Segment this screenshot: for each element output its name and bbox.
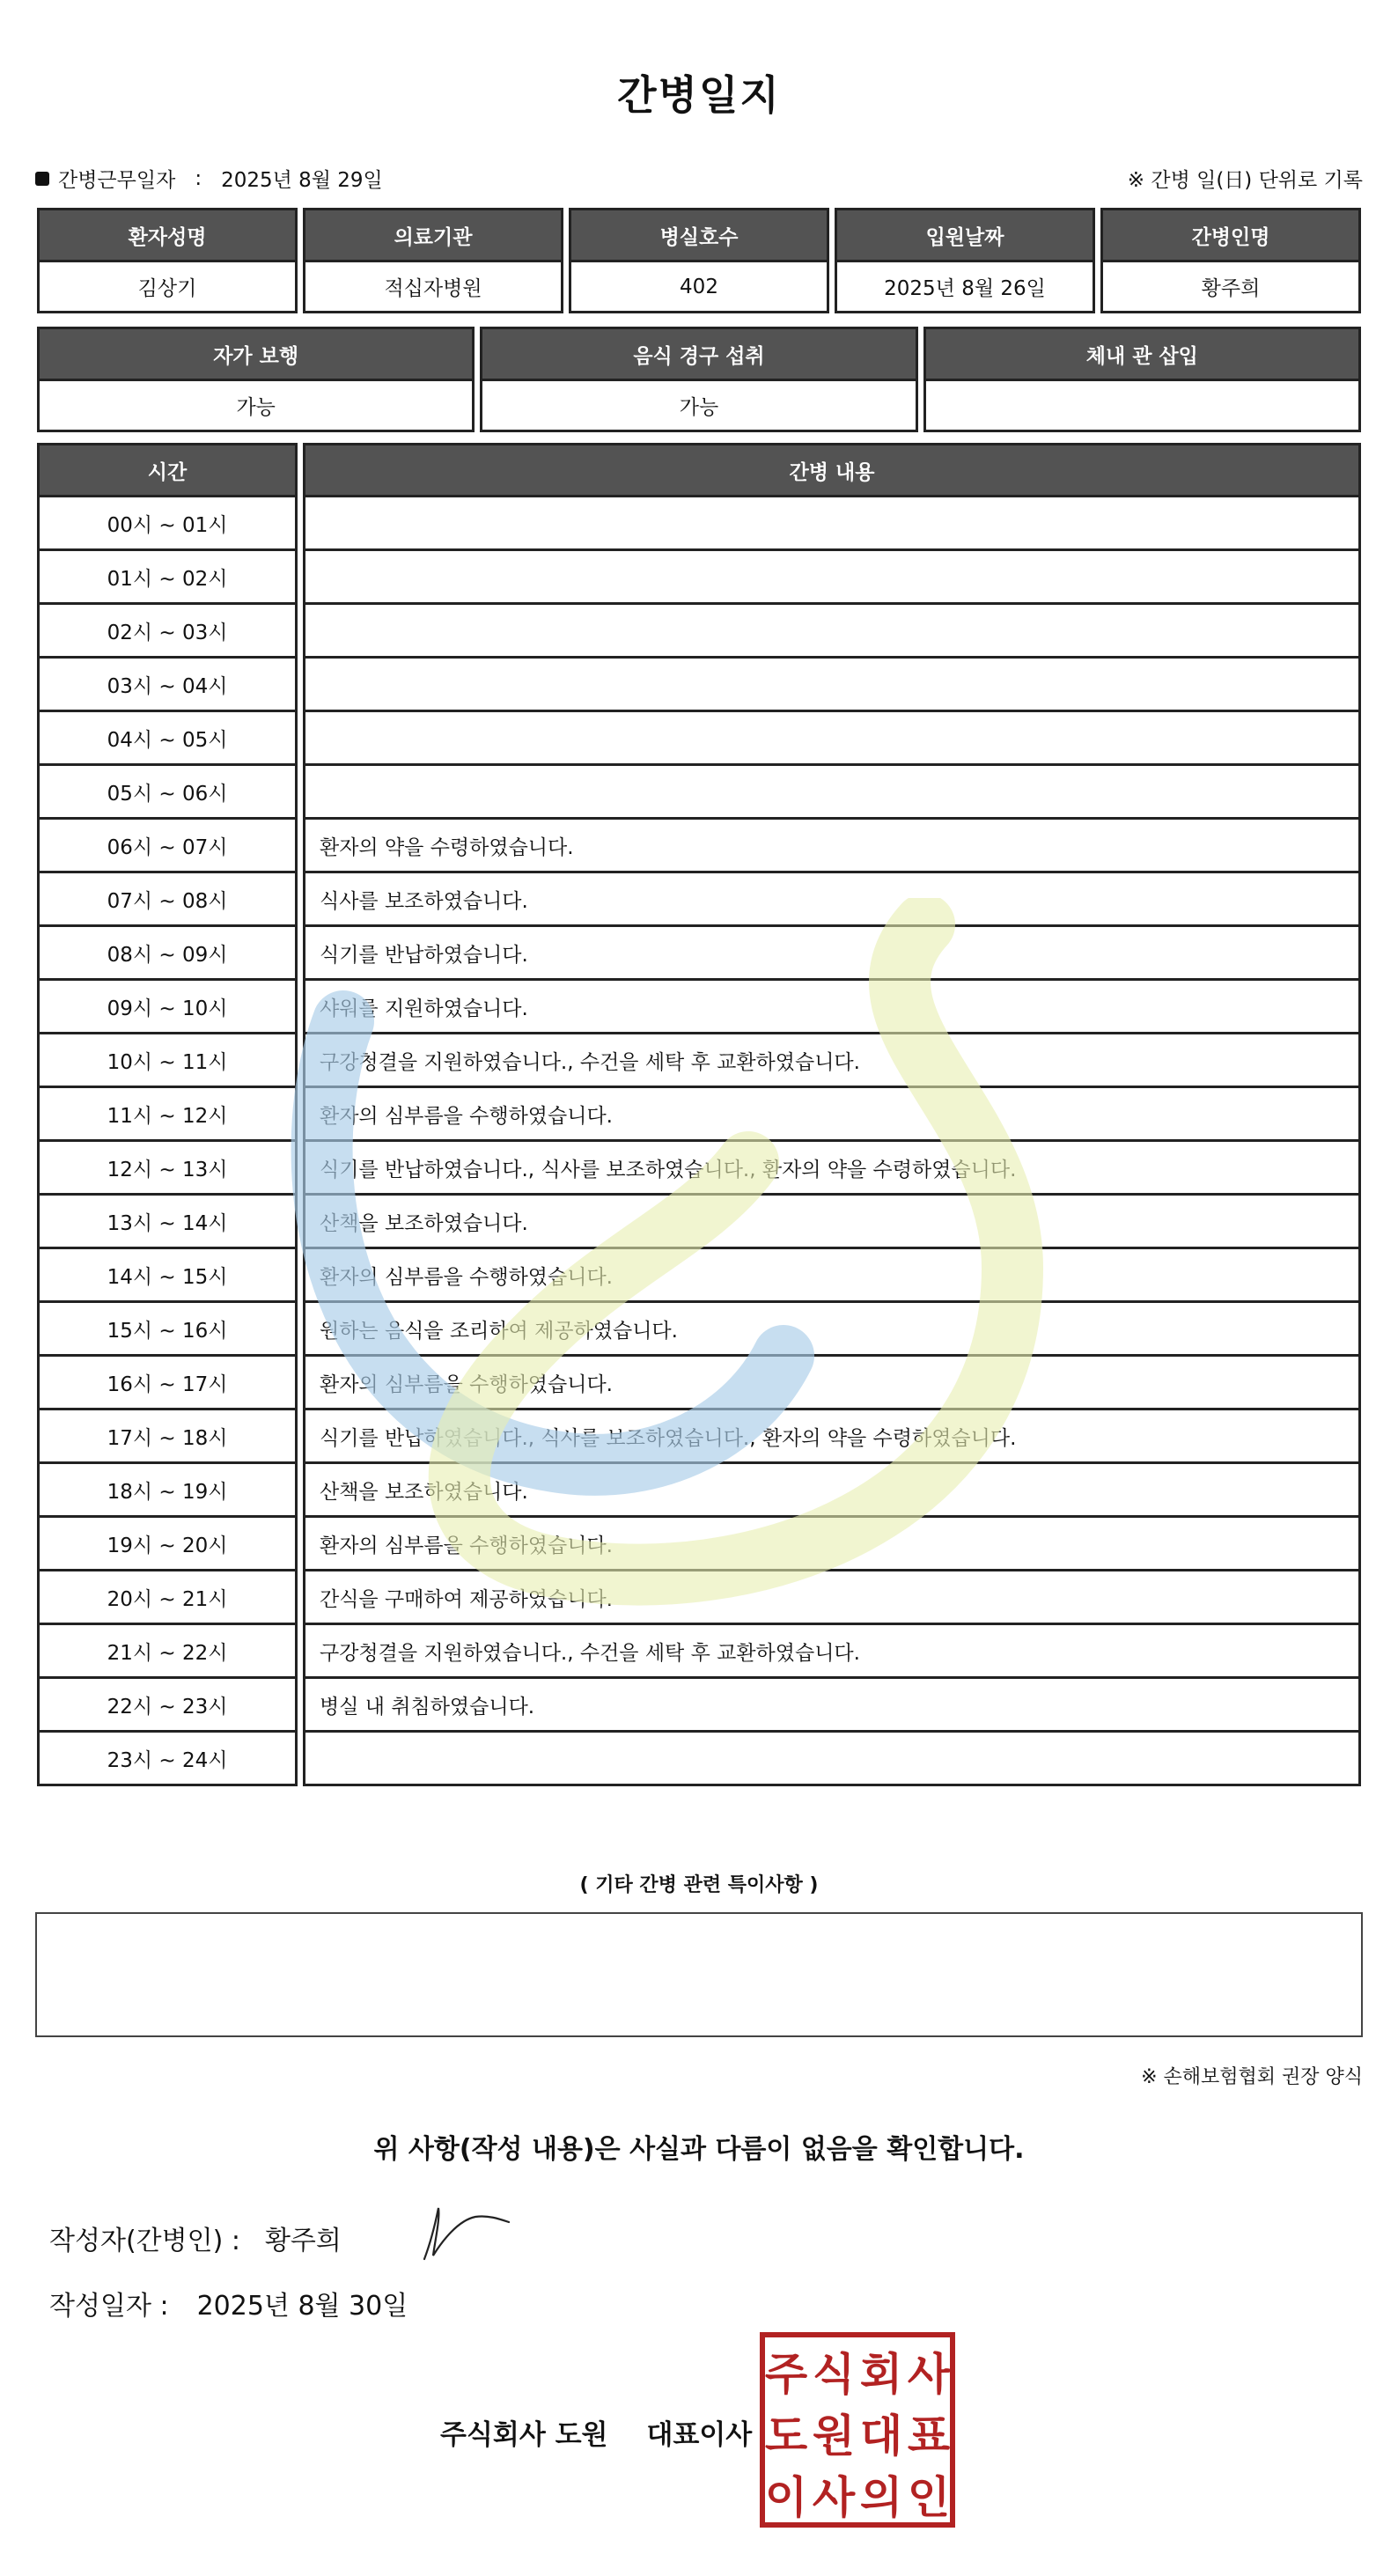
table-row <box>37 927 1361 981</box>
log-content: 환자의 심부름을 수행하였습니다. <box>303 1357 1361 1410</box>
writer-label: 작성자(간병인) : <box>49 2226 240 2256</box>
table-row <box>37 659 1361 712</box>
log-content: 산책을 보조하였습니다. <box>303 1464 1361 1518</box>
company-name: 주식회사 도원 <box>440 2419 608 2451</box>
log-content: 환자의 심부름을 수행하였습니다. <box>303 1249 1361 1303</box>
log-time: 06시 ~ 07시 <box>37 820 298 873</box>
writer-line <box>49 2219 342 2257</box>
seal-char: 원 <box>812 2410 856 2462</box>
written-date-label: 작성일자 : <box>49 2291 169 2322</box>
company-seal <box>759 2331 956 2528</box>
log-time: 22시 ~ 23시 <box>37 1679 298 1733</box>
self-walking-value: 가능 <box>37 381 475 432</box>
work-date <box>35 164 383 193</box>
header-time: 시간 <box>37 443 298 497</box>
admission-date: 2025년 8월 26일 <box>835 262 1095 313</box>
patient-status-table <box>32 327 1366 432</box>
form-note: ※ 손해보험협회 권장 양식 <box>1141 2066 1363 2088</box>
log-time: 00시 ~ 01시 <box>37 497 298 551</box>
log-time: 11시 ~ 12시 <box>37 1088 298 1142</box>
company-ceo-title: 대표이사 <box>646 2419 753 2451</box>
oral-intake-value: 가능 <box>480 381 917 432</box>
table-row <box>37 1679 1361 1733</box>
log-time: 01시 ~ 02시 <box>37 551 298 605</box>
log-time: 09시 ~ 10시 <box>37 981 298 1034</box>
seal-char: 이 <box>764 2472 808 2523</box>
log-content: 환자의 심부름을 수행하였습니다. <box>303 1088 1361 1142</box>
page-title: 간병일지 <box>617 71 781 119</box>
patient-info-table <box>32 208 1366 313</box>
room-number: 402 <box>569 262 829 313</box>
seal-char: 도 <box>764 2410 808 2462</box>
log-content: 구강청결을 지원하였습니다., 수건을 세탁 후 교환하였습니다. <box>303 1034 1361 1088</box>
written-date-value: 2025년 8월 30일 <box>196 2291 408 2322</box>
table-row <box>37 1733 1361 1786</box>
log-content: 원하는 음식을 조리하여 제공하였습니다. <box>303 1303 1361 1357</box>
log-content <box>303 497 1361 551</box>
table-row <box>37 1571 1361 1625</box>
seal-char: 회 <box>859 2349 903 2400</box>
company-line <box>440 2412 752 2452</box>
log-time: 20시 ~ 21시 <box>37 1571 298 1625</box>
seal-char: 인 <box>907 2472 951 2523</box>
seal-char: 사 <box>907 2349 951 2400</box>
table-row <box>37 1034 1361 1088</box>
tube-insertion-value <box>923 381 1361 432</box>
seal-char: 주 <box>764 2349 808 2400</box>
log-content: 산책을 보조하였습니다. <box>303 1196 1361 1249</box>
log-time: 17시 ~ 18시 <box>37 1410 298 1464</box>
table-row <box>37 1303 1361 1357</box>
table-row <box>37 1410 1361 1464</box>
notes-title: ( 기타 간병 관련 특이사항 ) <box>579 1874 819 1896</box>
log-time: 21시 ~ 22시 <box>37 1625 298 1679</box>
header-care-content: 간병 내용 <box>303 443 1361 497</box>
header-patient-name: 환자성명 <box>37 208 298 262</box>
log-time: 08시 ~ 09시 <box>37 927 298 981</box>
header-tube-insertion: 체내 관 삽입 <box>923 327 1361 381</box>
table-row <box>37 981 1361 1034</box>
log-content: 식기를 반납하였습니다., 식사를 보조하였습니다., 환자의 약을 수령하였습니다. <box>303 1410 1361 1464</box>
log-time: 07시 ~ 08시 <box>37 873 298 927</box>
table-row <box>37 766 1361 820</box>
log-content <box>303 659 1361 712</box>
writer-name: 황주희 <box>264 2226 342 2256</box>
seal-char: 식 <box>812 2349 856 2400</box>
log-content: 샤워를 지원하였습니다. <box>303 981 1361 1034</box>
table-row <box>37 605 1361 659</box>
header-admission-date: 입원날짜 <box>835 208 1095 262</box>
table-row <box>37 820 1361 873</box>
table-row <box>37 1249 1361 1303</box>
log-content: 식기를 반납하였습니다., 식사를 보조하였습니다., 환자의 약을 수령하였습니다. <box>303 1142 1361 1196</box>
log-time: 12시 ~ 13시 <box>37 1142 298 1196</box>
table-row <box>37 873 1361 927</box>
header-oral-intake: 음식 경구 섭취 <box>480 327 917 381</box>
log-time: 15시 ~ 16시 <box>37 1303 298 1357</box>
log-time: 14시 ~ 15시 <box>37 1249 298 1303</box>
log-time: 10시 ~ 11시 <box>37 1034 298 1088</box>
confirmation-statement: 위 사항(작성 내용)은 사실과 다름이 없음을 확인합니다. <box>373 2134 1025 2165</box>
log-content <box>303 712 1361 766</box>
seal-char: 대 <box>859 2410 903 2462</box>
log-content: 식사를 보조하였습니다. <box>303 873 1361 927</box>
table-row <box>37 1357 1361 1410</box>
work-date-separator: : <box>195 166 202 190</box>
seal-char: 의 <box>859 2472 903 2523</box>
header-room: 병실호수 <box>569 208 829 262</box>
log-time: 04시 ~ 05시 <box>37 712 298 766</box>
written-date-line <box>49 2284 408 2322</box>
log-content <box>303 1733 1361 1786</box>
record-unit-note: ※ 간병 일(日) 단위로 기록 <box>1127 169 1363 192</box>
work-date-value: 2025년 8월 29일 <box>221 169 383 192</box>
log-content: 병실 내 취침하였습니다. <box>303 1679 1361 1733</box>
table-row <box>37 1196 1361 1249</box>
log-content: 환자의 심부름을 수행하였습니다. <box>303 1518 1361 1571</box>
log-time: 19시 ~ 20시 <box>37 1518 298 1571</box>
log-content: 환자의 약을 수령하였습니다. <box>303 820 1361 873</box>
hospital-name: 적십자병원 <box>303 262 563 313</box>
log-time: 13시 ~ 14시 <box>37 1196 298 1249</box>
log-content: 간식을 구매하여 제공하였습니다. <box>303 1571 1361 1625</box>
signature-mark <box>412 2201 514 2263</box>
seal-char: 표 <box>907 2410 951 2462</box>
square-bullet-icon <box>35 172 49 186</box>
log-time: 05시 ~ 06시 <box>37 766 298 820</box>
log-content: 식기를 반납하였습니다. <box>303 927 1361 981</box>
log-time: 23시 ~ 24시 <box>37 1733 298 1786</box>
table-row <box>37 497 1361 551</box>
table-row <box>37 1142 1361 1196</box>
care-log-table <box>32 443 1366 1786</box>
log-time: 03시 ~ 04시 <box>37 659 298 712</box>
seal-char: 사 <box>812 2472 856 2523</box>
work-date-label: 간병근무일자 <box>58 169 176 192</box>
log-content: 구강청결을 지원하였습니다., 수건을 세탁 후 교환하였습니다. <box>303 1625 1361 1679</box>
log-time: 16시 ~ 17시 <box>37 1357 298 1410</box>
table-row <box>37 1518 1361 1571</box>
table-row <box>37 551 1361 605</box>
log-content <box>303 551 1361 605</box>
log-content <box>303 766 1361 820</box>
header-hospital: 의료기관 <box>303 208 563 262</box>
table-row <box>37 1625 1361 1679</box>
log-time: 02시 ~ 03시 <box>37 605 298 659</box>
notes-box <box>35 1912 1363 2037</box>
log-time: 18시 ~ 19시 <box>37 1464 298 1518</box>
table-row <box>37 1464 1361 1518</box>
caregiver-name: 황주희 <box>1100 262 1361 313</box>
table-row <box>37 1088 1361 1142</box>
patient-name: 김상기 <box>37 262 298 313</box>
log-content <box>303 605 1361 659</box>
header-self-walking: 자가 보행 <box>37 327 475 381</box>
table-row <box>37 712 1361 766</box>
header-caregiver-name: 간병인명 <box>1100 208 1361 262</box>
